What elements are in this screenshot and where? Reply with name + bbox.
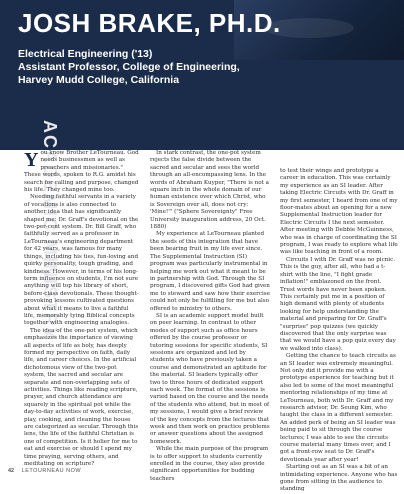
profile-subtitle — [18, 48, 318, 87]
institution-line: Harvey Mudd College, California — [18, 74, 180, 86]
page-number: 42 — [8, 468, 15, 474]
paragraph: While the main purpose of the program is to offer support to students currently enrolled in the course, they also provide significant opportunities for budding teachers — [150, 446, 269, 482]
article-column-2 — [150, 150, 270, 483]
position-line: Assistant Professor, College of Engineering, — [18, 61, 240, 73]
paragraph: to test their wings and prototype a career in education. This was certainly my experience as an SI leader. After taking Electric Circuits with Dr. Graff in my first semester, I heard from one of my floor-mates about an opening for a new Supplemental Instruction leader for Electric Circuits I the next semester. After meeting with Debbie McGuinness, who was in charge of coordinating the SI program, I was ready to explore what life was like teaching in front of a room. — [280, 168, 398, 256]
paragraph: In stark contrast, the one-pot system rejects the false divide between the sacred and secular and sees the world through an all-encompassing lens. In the words of Abraham Kuyper, "There is not a square inch in the whole domain of our human existence over which Christ, who is Sovereign over all, does not cry: 'Mine!'" ("Sphere Sovereignty" Free University inauguration address, 20 Oct. 1880) — [150, 150, 269, 231]
publication-name: LETOURNEAU NOW — [21, 468, 82, 474]
drop-cap: Y — [24, 149, 39, 171]
profile-name: JOSH BRAKE, PH.D. — [18, 8, 281, 38]
article-column-1 — [24, 150, 139, 468]
paragraph: Circuits I with Dr. Graff was no picnic. This is the guy, after all, who had a t-shirt with the line, "I fight grade inflation!" emblazoned on the front. Trust words have never been spoken. This certainly put me in a position of high demand with plenty of students looking for help understanding the material and preparing for Dr. Graff's "surprise" pop quizzes (we quickly discovered that the only surprise was that we would have a pop quiz every day we walked into class). — [280, 256, 396, 352]
opening-text: ou know Brother LeTourneau. God needs businessmen as well as preachers and missionaries." These words, spoken to R.G. amidst his search for calling and purpose, changed his life. They changed mine too. — [24, 150, 139, 194]
paragraph: Getting the chance to teach circuits as an SI leader was extremely meaningful. Not only did it provide me with a prototype experience for teaching but it also led to some of the most meaningful mentoring relationships of my time at LeTourneau, both with Dr. Graff and my research advisor, Dr. Seung Kim, who taught the class in a different semester. An added perk of being an SI leader was being paid to sit through the course lectures; I was able to see the circuits course material many times over, and I got a front-row seat to Dr. Graff's devotionals year after year! — [280, 353, 396, 463]
article-column-3 — [280, 168, 398, 494]
section-side-label: ACADEMIC MINISTRY — [40, 120, 60, 342]
header-banner — [0, 0, 404, 150]
degree-line: Electrical Engineering ('13) — [18, 48, 153, 60]
paragraph: Needing faithful servants in a variety of vocations is also connected to another idea that has significantly shaped me: Dr. Graff's devotional on the two-per-cent system. Dr. Bill Graff, who faithfully served as a professor in LeTourneau's engineering department for 42 years, was famous for many things, including his ties, fun-loving and quirky personality, tough grading, and kindness. However, in terms of his long-term influence on students, I'm not sure anything will top his library of short, before-class devotionals. These thought-provoking lessons cultivated questions about what it means to live a faithful life, memorably tying Biblical concepts together with engineering analogies. — [24, 194, 139, 327]
page-footer — [8, 468, 81, 474]
paragraph: Starting out as an SI was a bit of an intimidating experience. Anyone who has gone from sitting in the audience to standing — [280, 464, 398, 493]
paragraph: SI is an academic support model built on peer learning. In contrast to other modes of support such as office hours offered by the course professor or tutoring sessions for specific students, SI sessions are organized and led by students who have previously taken a course and demonstrated an aptitude for the material. SI leaders typically offer two to three hours of dedicated support each week. The format of the sessions is varied based on the course and the needs of the students who attend, but in most of my sessions, I would give a brief review of the key concepts from the lectures that week and then work on practice problems or answer questions about the assigned homework. — [150, 312, 270, 445]
paragraph: The idea of the one-pot system, which emphasizes the importance of viewing all aspects of life as holy, has deeply formed my perspective on faith, daily life, and career choices. In the artificial dichotomous view of the two-pot system, the sacred and secular are separate and non-overlapping sets of activities. Things like reading scripture, prayer, and church attendance are squarely in the spiritual pot while the day-to-day activities of work, exercise, play, cooking, and cleaning the house are categorized as secular. Through this lens, the life of the faithful Christian is one of competition. Is it holier for me to eat and exercise or should I spend my time praying, serving others, and meditating on scripture? — [24, 327, 139, 468]
paragraph: My experience at LeTourneau planted the seeds of this integration that have been bearing fruit in my life ever since. The Supplemental Instruction (SI) program was particularly instrumental in helping me work out what it meant to be in partnership with God. Through the SI program, I discovered gifts God had given me to steward and saw how their exercise could not only be fulfilling for me but also offered to ministry to others. — [150, 231, 270, 312]
opening-paragraph — [24, 150, 139, 194]
